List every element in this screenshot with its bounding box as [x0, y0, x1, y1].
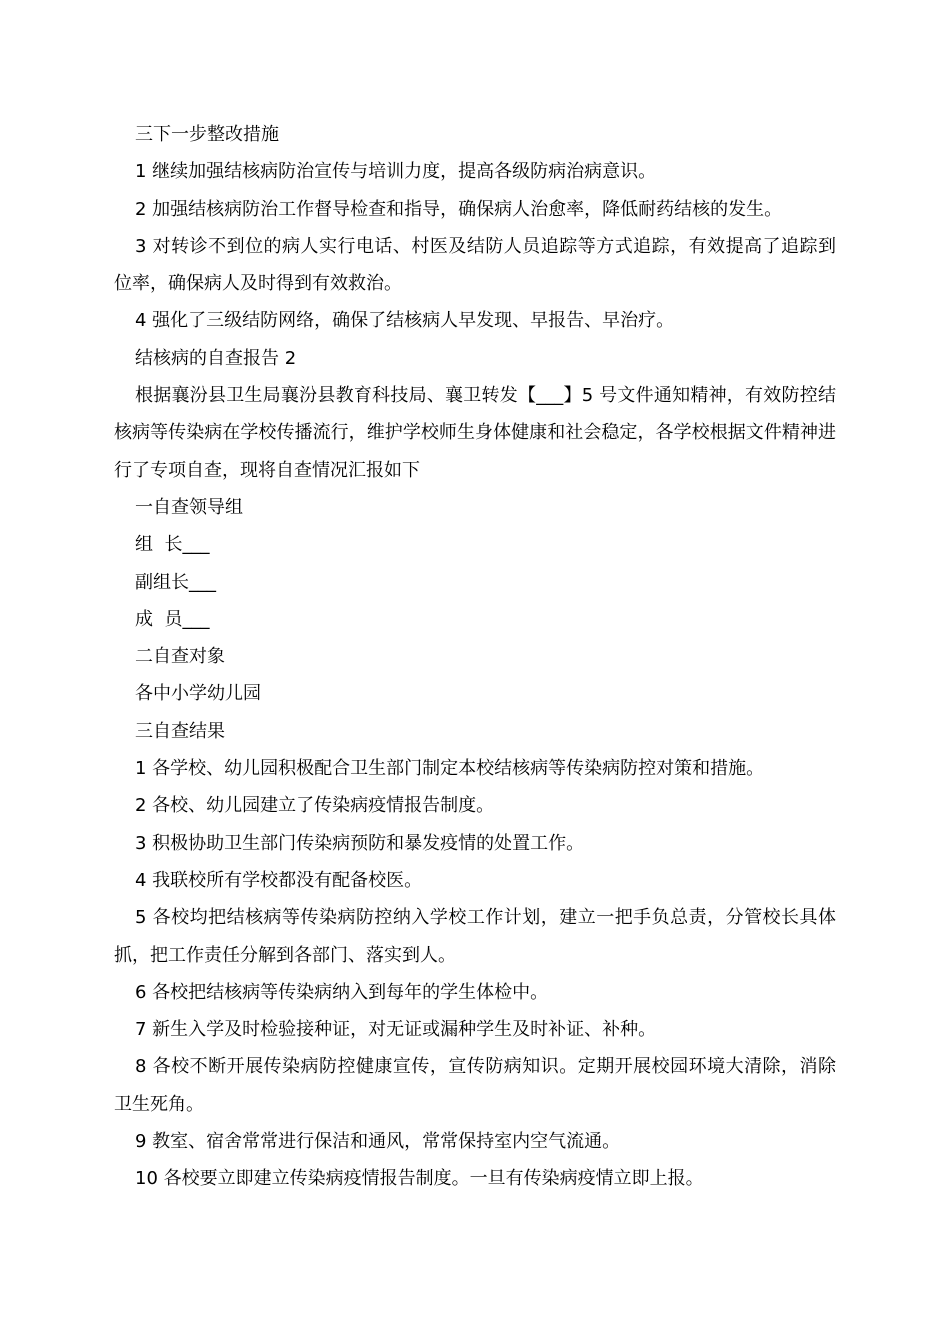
deputy-leader-line: 副组长___ — [135, 571, 216, 593]
section-heading: 三下一步整改措施 — [135, 124, 279, 145]
body-paragraph: 根据襄汾县卫生局襄汾县教育科技局、襄卫转发【___】5 号文件通知精神，有效防控结核病等传染病在学校传播流行，维护学校师生身体健康和社会稳定，各学校根据文件精神进行了专项自查，现将自查情况汇报如下 — [114, 385, 836, 481]
list-item: 5 各校均把结核病等传染病防控纳入学校工作计划，建立一把手负总责，分管校长具体抓，把工作责任分解到各部门、落实到人。 — [114, 907, 836, 966]
list-item: 2 加强结核病防治工作督导检查和指导，确保病人治愈率，降低耐药结核的发生。 — [135, 198, 783, 220]
document-body — [114, 116, 836, 1198]
section-heading: 一自查领导组 — [135, 496, 243, 518]
list-item: 10 各校要立即建立传染病疫情报告制度。一旦有传染病疫情立即上报。 — [135, 1168, 704, 1190]
list-item: 7 新生入学及时检验接种证，对无证或漏种学生及时补证、补种。 — [135, 1019, 657, 1041]
report-title: 结核病的自查报告 2 — [135, 347, 297, 369]
list-item: 2 各校、幼儿园建立了传染病疫情报告制度。 — [135, 795, 495, 817]
group-leader-line: 组 长___ — [135, 534, 210, 556]
list-item: 3 积极协助卫生部门传染病预防和暴发疫情的处置工作。 — [135, 832, 585, 854]
members-line: 成 员___ — [135, 608, 210, 630]
section-heading: 三自查结果 — [135, 720, 225, 742]
list-item: 1 继续加强结核病防治宣传与培训力度，提高各级防病治病意识。 — [135, 161, 657, 183]
list-item: 4 我联校所有学校都没有配备校医。 — [135, 869, 423, 891]
list-item: 9 教室、宿舍常常进行保洁和通风，常常保持室内空气流通。 — [135, 1131, 621, 1153]
list-item: 1 各学校、幼儿园积极配合卫生部门制定本校结核病等传染病防控对策和措施。 — [135, 758, 765, 780]
list-item: 4 强化了三级结防网络，确保了结核病人早发现、早报告、早治疗。 — [135, 310, 675, 332]
list-item: 3 对转诊不到位的病人实行电话、村医及结防人员追踪等方式追踪，有效提高了追踪到位率，确保病人及时得到有效救治。 — [114, 235, 836, 295]
section-heading: 二自查对象 — [135, 646, 225, 668]
list-item: 8 各校不断开展传染病防控健康宣传，宣传防病知识。定期开展校园环境大清除，消除卫生死角。 — [114, 1056, 836, 1115]
list-item: 6 各校把结核病等传染病纳入到每年的学生体检中。 — [135, 981, 549, 1003]
body-paragraph: 各中小学幼儿园 — [135, 683, 261, 705]
